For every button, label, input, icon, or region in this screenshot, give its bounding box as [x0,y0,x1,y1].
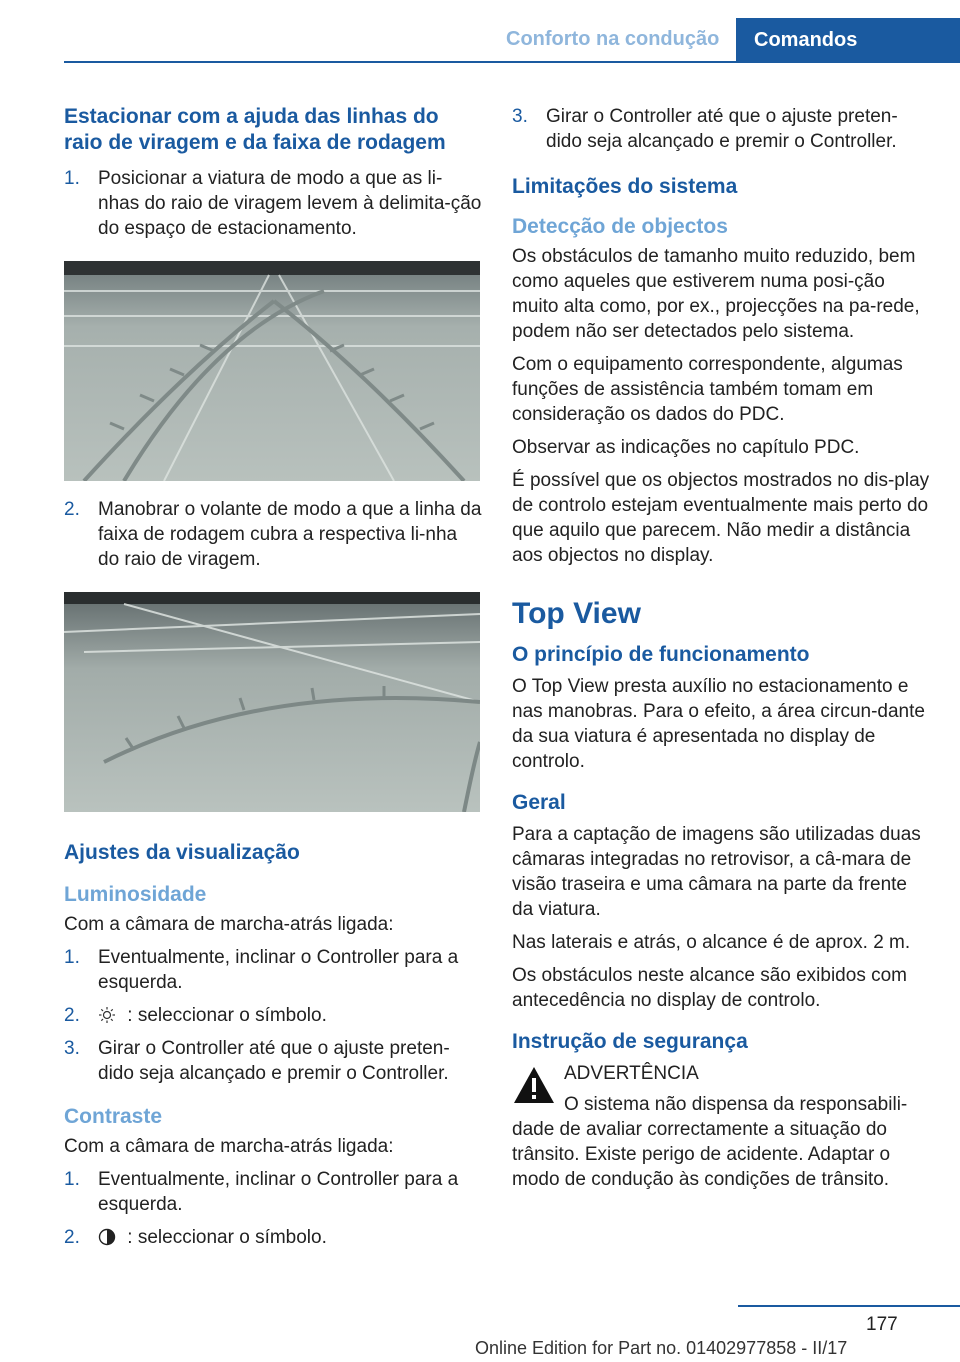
heading-display-settings: Ajustes da visualização [64,841,300,864]
camera-image-lane-line [64,592,480,812]
step-number: 2. [64,1005,80,1026]
step-item [64,1167,482,1217]
warning-title: ADVERTÊNCIA [564,1063,699,1084]
detect-paragraph-3: Observar as indicações no capítulo PDC. [512,437,860,458]
step-text: Eventualmente, inclinar o Controller para a esquerda. [98,1169,459,1215]
step-text: Eventualmente, inclinar o Controller para a esquerda. [98,947,459,993]
detect-paragraph-1: Os obstáculos de tamanho muito reduzido, bem como aqueles que estiverem numa posi‐ção muito alta como, por ex., projecções na pa‐rede, podem não ser detectados pelo sistema. [512,246,920,342]
step-text: : seleccionar o símbolo. [122,1005,327,1026]
step-text: : seleccionar o símbolo. [122,1227,327,1248]
camera-image-turning-radius [64,261,480,481]
step-number: 2. [64,499,80,520]
step-number: 1. [64,168,80,189]
contrast-intro: Com a câmara de marcha-atrás ligada: [64,1136,394,1157]
step-number: 2. [64,1227,80,1248]
heading-parking-lines: Estacionar com a ajuda das linhas do raio de viragem e da faixa de rodagem [64,105,446,154]
step-item [64,945,482,995]
general-paragraph-1: Para a captação de imagens são utilizadas duas câmaras integradas no retrovisor, a câ‐mara de visão traseira e uma câmara na parte da frente da viatura. [512,824,921,920]
brightness-icon [98,1006,116,1024]
step-text: Posicionar a viatura de modo a que as li‐nhas do raio de viragem levem à delimita‐ção do espaço de estacionamento. [98,168,482,239]
step-item [64,1225,482,1250]
step-item [64,1036,482,1086]
brightness-intro: Com a câmara de marcha-atrás ligada: [64,914,394,935]
step-item [64,497,482,572]
general-paragraph-3: Os obstáculos neste alcance são exibidos com antecedência no display de controlo. [512,965,907,1011]
footer-rule [738,1305,960,1307]
header-section-title: Conforto na condução [506,28,720,50]
general-paragraph-2: Nas laterais e atrás, o alcance é de aprox. 2 m. [512,932,911,953]
right-column [512,104,932,1200]
warning-triangle-icon [512,1065,556,1105]
footer-edition: Online Edition for Part no. 01402977858 - II/17 [475,1338,848,1358]
step-text: Girar o Controller até que o ajuste preten‐dido seja alcançado e premir o Controller. [546,106,898,152]
heading-safety: Instrução de segurança [512,1030,748,1053]
detect-paragraph-4: É possível que os objectos mostrados no dis‐play de controlo estejam eventualmente mais perto do que aquilo que parecem. Não medir a distância aos objectos no display. [512,470,930,566]
heading-system-limits: Limitações do sistema [512,175,738,198]
warning-block [512,1061,932,1192]
step-number: 3. [512,106,528,127]
detect-paragraph-2: Com o equipamento correspondente, algumas funções de assistência também tomam em consideração os dados do PDC. [512,354,903,425]
heading-principle: O princípio de funcionamento [512,643,810,666]
contrast-icon [98,1228,116,1246]
heading-brightness: Luminosidade [64,883,207,906]
heading-general: Geral [512,791,566,814]
left-column [64,104,482,1258]
step-text: Manobrar o volante de modo a que a linha da faixa de rodagem cubra a respectiva li‐nha do raio de viragem. [98,499,482,570]
step-number: 3. [64,1038,80,1059]
step-item [64,1003,482,1028]
heading-contrast: Contraste [64,1105,163,1128]
step-item [64,166,482,241]
warning-text: O sistema não dispensa da responsabili‐dade de avaliar correctamente a situação do trânsito. Existe perigo de acidente. Adaptar o modo de condução às condições de trânsito. [512,1094,908,1190]
step-item [512,104,932,154]
principle-paragraph: O Top View presta auxílio no estacionamento e nas manobras. Para o efeito, a área circun‐dante da sua viatura é apresentada no display de controlo. [512,676,925,772]
heading-object-detection: Detecção de objectos [512,215,728,238]
step-number: 1. [64,1169,80,1190]
heading-top-view: Top View [512,597,641,630]
page-number: 177 [866,1314,898,1335]
header-rule [64,61,960,63]
header-chapter-tab: Comandos [736,18,960,63]
step-text: Girar o Controller até que o ajuste preten‐dido seja alcançado e premir o Controller. [98,1038,450,1084]
step-number: 1. [64,947,80,968]
